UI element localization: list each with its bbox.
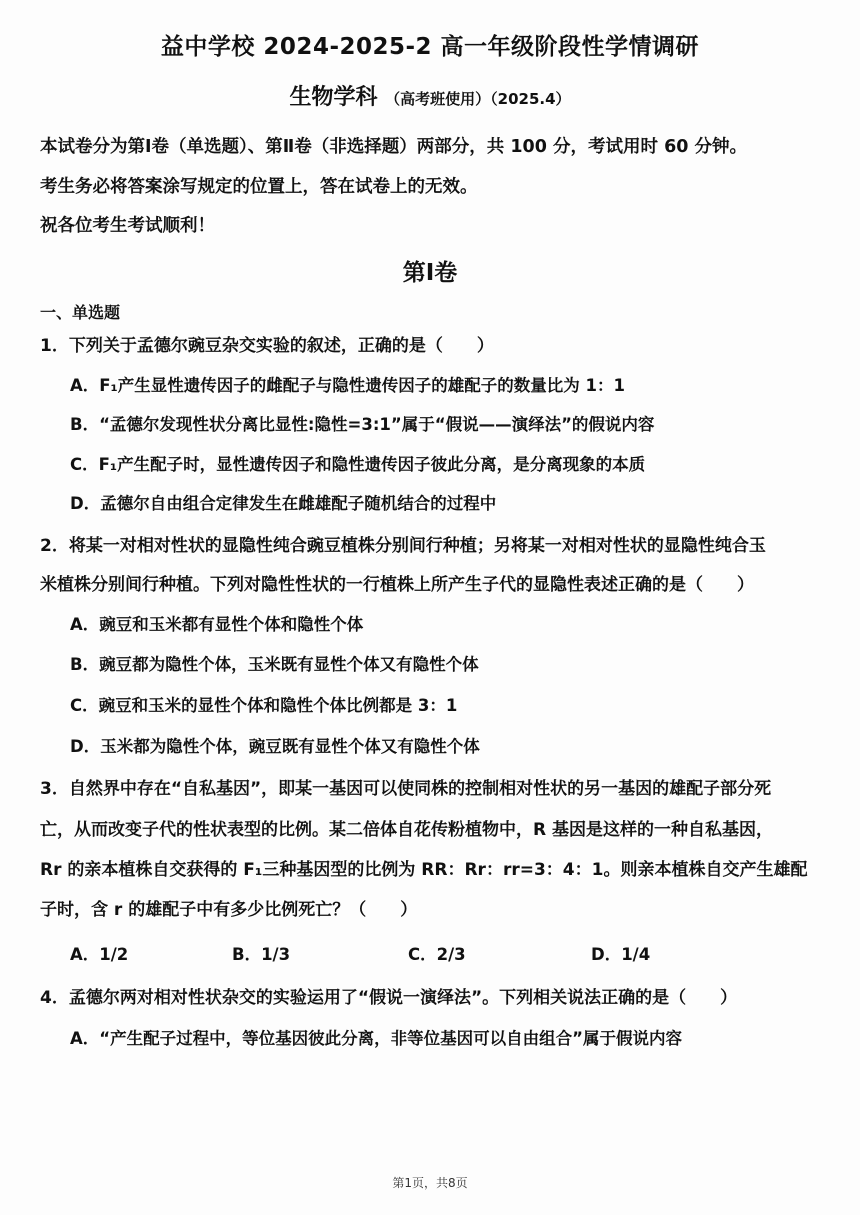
question-2-option-d: D．玉米都为隐性个体，豌豆既有显性个体又有隐性个体	[70, 737, 480, 756]
subject-name: 生物学科	[289, 85, 378, 110]
question-3-option-a: A．1/2	[70, 945, 129, 964]
question-1-stem: 1．下列关于孟德尔豌豆杂交实验的叙述，正确的是（ ）	[40, 336, 494, 356]
section-title: 一、单选题	[40, 303, 121, 322]
question-2-option-c: C．豌豆和玉米的显性个体和隐性个体比例都是 3：1	[70, 696, 458, 715]
subject-line	[0, 80, 860, 111]
exam-title: 益中学校 2024-2025-2 高一年级阶段性学情调研	[160, 34, 700, 60]
question-3-stem-line-4: 子时，含 r 的雄配子中有多少比例死亡？（ ）	[40, 900, 418, 920]
intro-line-3: 祝各位考生考试顺利！	[40, 216, 215, 236]
page-footer: 第1页，共8页	[392, 1176, 468, 1190]
question-3-option-c: C．2/3	[408, 945, 466, 964]
question-2-option-b: B．豌豆都为隐性个体，玉米既有显性个体又有隐性个体	[70, 655, 479, 674]
question-4-stem: 4．孟德尔两对相对性状杂交的实验运用了“假说一演绎法”。下列相关说法正确的是（ ）	[40, 988, 738, 1008]
question-3-stem-line-3: Rr 的亲本植株自交获得的 F₁三种基因型的比例为 RR：Rr：rr=3：4：1。则亲本植株自交产生雄配	[40, 860, 808, 880]
question-2-stem-line-2: 米植株分别间行种植。下列对隐性性状的一行植株上所产生子代的显隐性表述正确的是（ ）	[40, 575, 754, 595]
subject-note: （高考班使用）（2025.4）	[385, 90, 571, 108]
volume-title: 第Ⅰ卷	[402, 260, 458, 286]
question-1-option-c: C．F₁产生配子时，显性遗传因子和隐性遗传因子彼此分离，是分离现象的本质	[70, 455, 646, 474]
question-1-option-b: B．“孟德尔发现性状分离比显性:隐性=3:1”属于“假说——演绎法”的假说内容	[70, 415, 655, 434]
question-1-option-d: D．孟德尔自由组合定律发生在雌雄配子随机结合的过程中	[70, 494, 497, 513]
question-3-option-b: B．1/3	[232, 945, 291, 964]
question-3-stem-line-1: 3．自然界中存在“自私基因”，即某一基因可以使同株的控制相对性状的另一基因的雄配子部分死	[40, 779, 772, 799]
intro-line-1: 本试卷分为第Ⅰ卷（单选题）、第Ⅱ卷（非选择题）两部分，共 100 分，考试用时 60 分钟。	[40, 137, 748, 157]
question-1-option-a: A．F₁产生显性遗传因子的雌配子与隐性遗传因子的雄配子的数量比为 1：1	[70, 376, 625, 395]
intro-line-2: 考生务必将答案涂写规定的位置上，答在试卷上的无效。	[40, 177, 478, 197]
question-4-option-a: A．“产生配子过程中，等位基因彼此分离，非等位基因可以自由组合”属于假说内容	[70, 1029, 682, 1048]
question-2-stem-line-1: 2．将某一对相对性状的显隐性纯合豌豆植株分别间行种植；另将某一对相对性状的显隐性纯合玉	[40, 536, 766, 556]
question-2-option-a: A．豌豆和玉米都有显性个体和隐性个体	[70, 615, 364, 634]
question-3-stem-line-2: 亡，从而改变子代的性状表型的比例。某二倍体自花传粉植物中，R 基因是这样的一种自私基因，	[40, 820, 774, 840]
question-3-option-d: D．1/4	[591, 945, 651, 964]
